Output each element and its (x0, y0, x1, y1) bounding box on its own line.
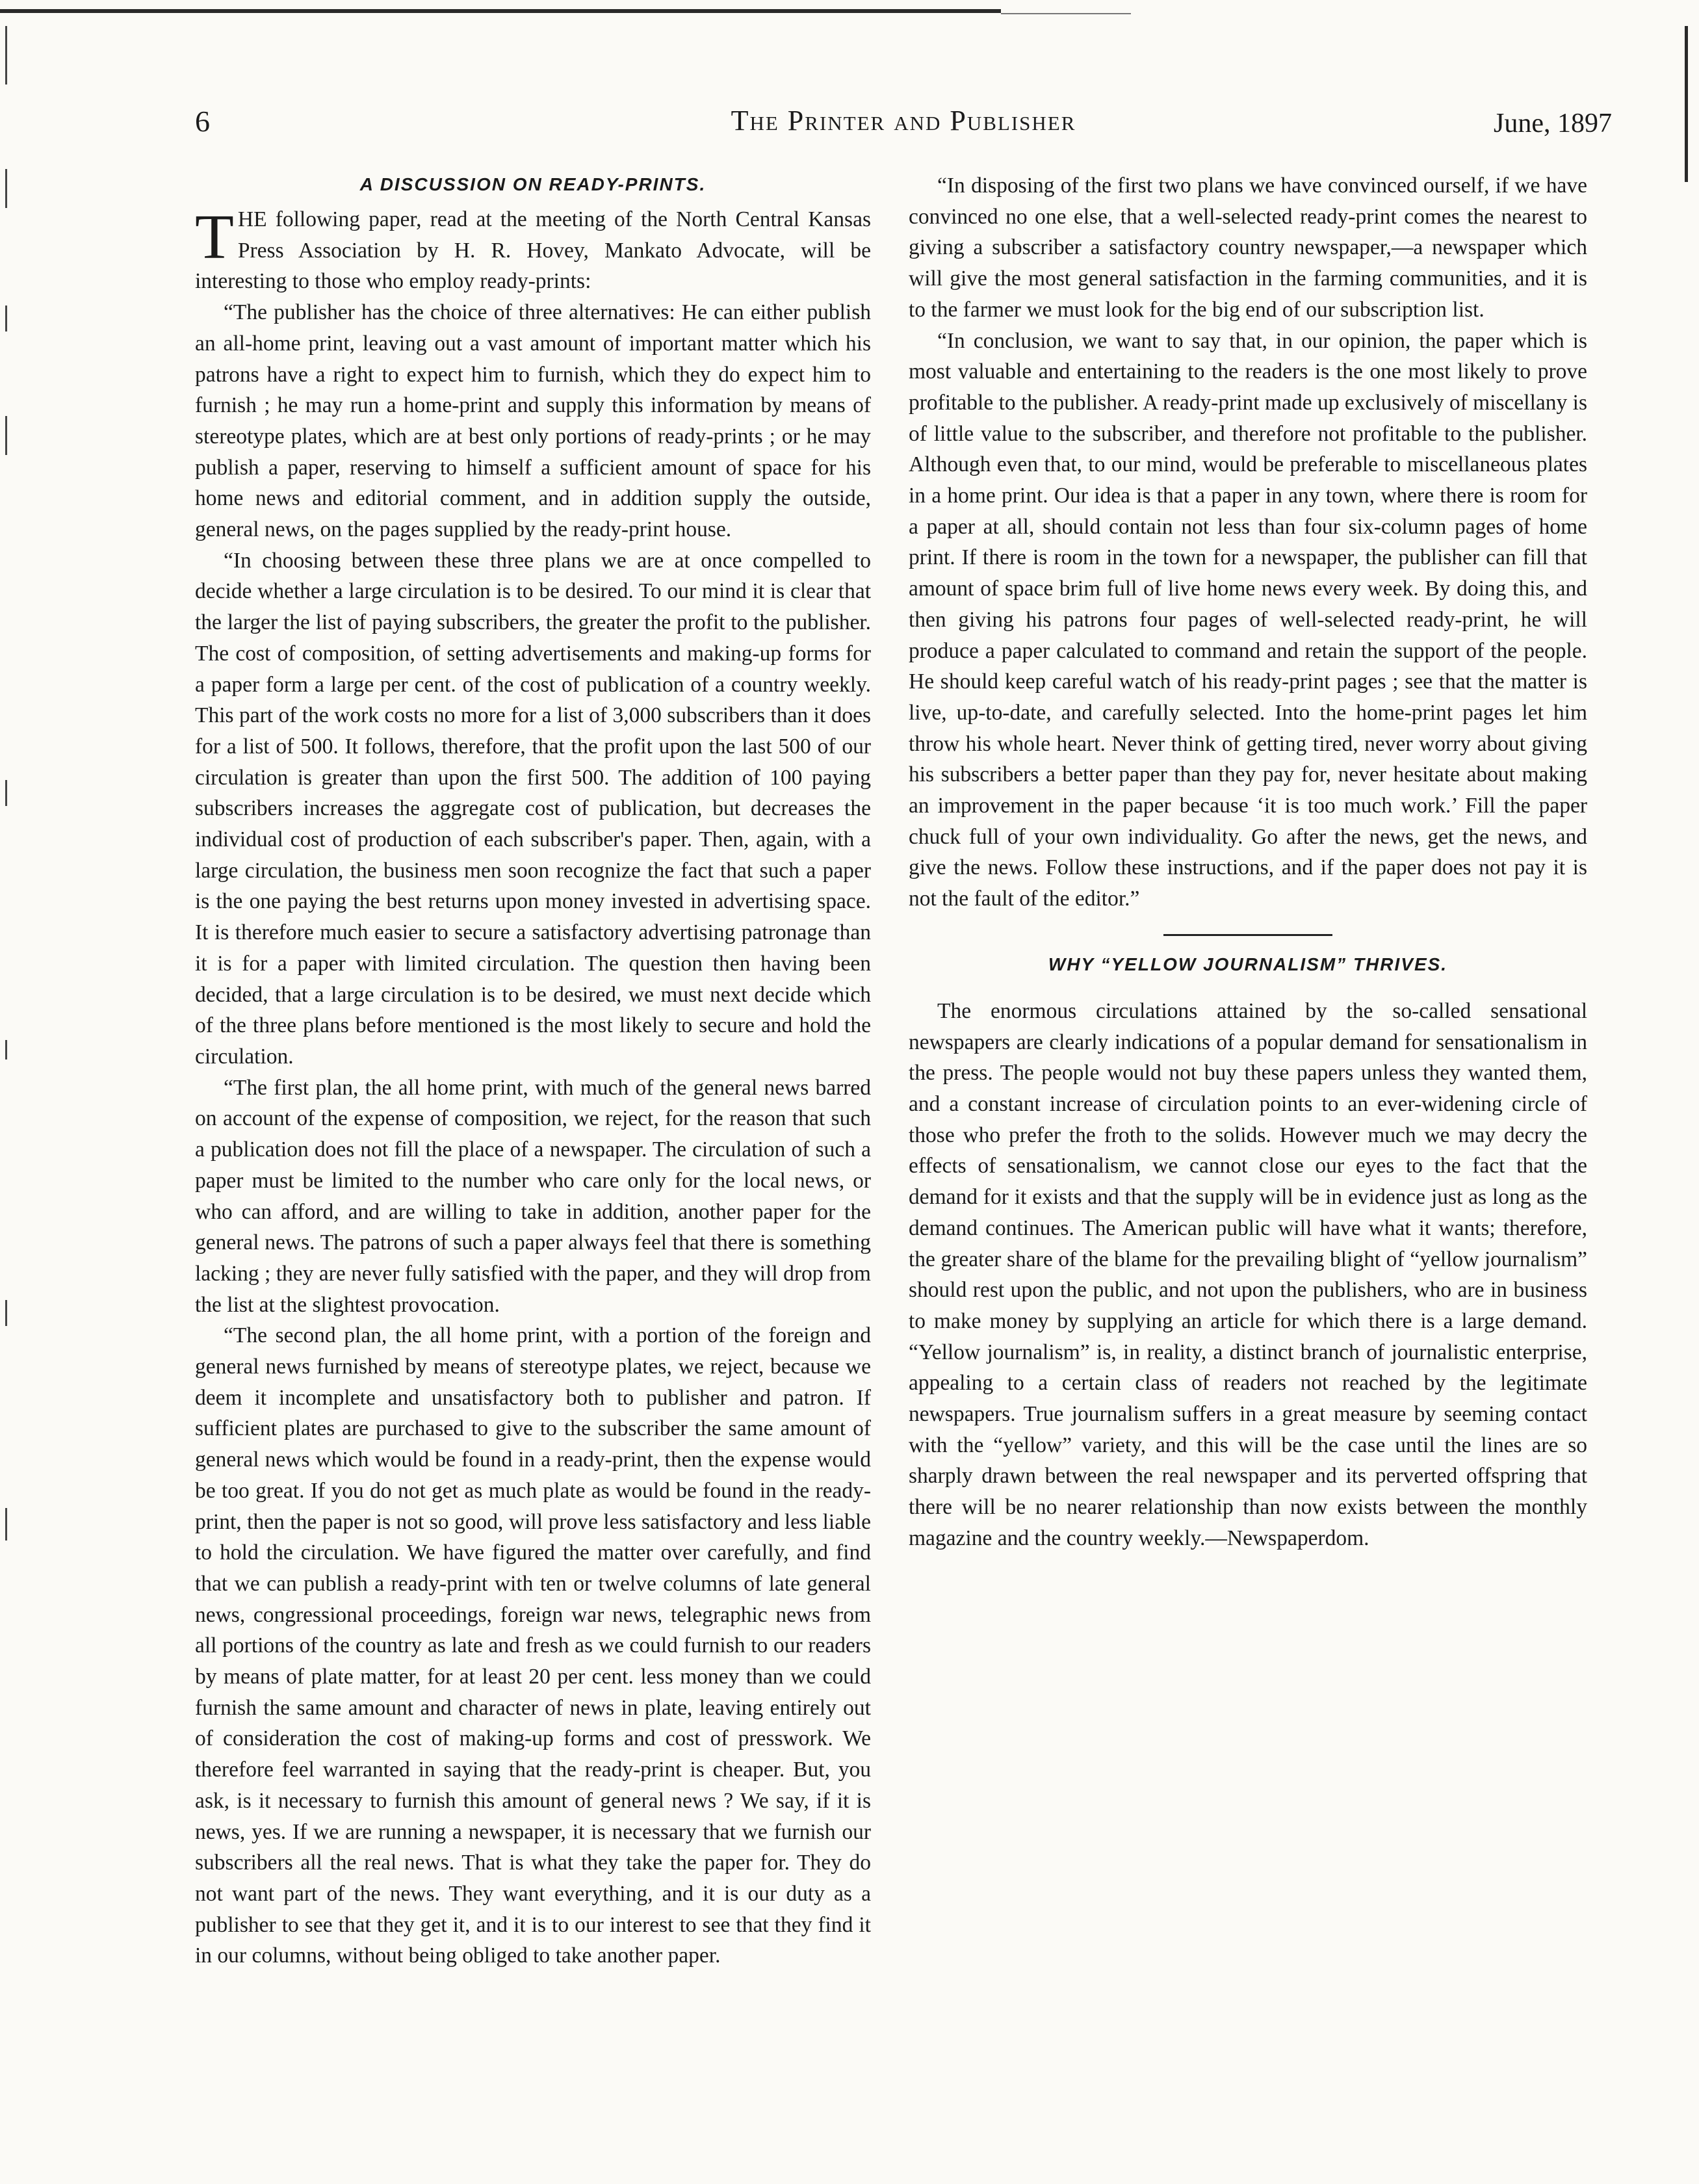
article-paragraph: “In conclusion, we want to say that, in our opinion, the paper which is most valuable and entertaining to the readers is the one most likely to prove profitable to the publisher. A ready-print made up exclusively of miscellany is of little value to the subscriber, and therefore not profitable to the publisher. Although even that, to our mind, would be preferable to miscellaneous plates in a home print. Our idea is that a paper in any town, where there is room for a paper at all, should contain not less than four six-column pages of home print. If there is room in the town for a newspaper, the publisher can fill that amount of space brim full of live home news every week. By doing this, and then giving his patrons four pages of well-selected ready-print, he will produce a paper calculated to command and retain the support of the people. He should keep careful watch of his ready-print pages ; see that the matter is live, up-to-date, and carefully selected. Into the home-print pages let him throw his whole heart. Never think of getting tired, never worry about giving his subscribers a better paper than they pay for, never hesitate about making an improvement in the paper because ‘it is too much work.’ Fill the paper chuck full of your own individuality. Go after the news, get the news, and give the news. Follow these instructions, and if the paper does not pay it is not the fault of the editor.” (909, 328, 1587, 911)
article-title: WHY “YELLOW JOURNALISM” THRIVES. (1048, 954, 1448, 974)
article-paragraph: “In choosing between these three plans we are at once compelled to decide whether a large circulation is to be desired. To our mind it is clear that the larger the list of paying subscribers, the greater the profit to the publisher. The cost of composition, of setting advertisements and making-up forms for a paper form a large per cent. of the cost of publication of a country weekly. This part of the work costs no more for a list of 3,000 subscribers than it does for a list of 500. It follows, therefore, that the profit upon the last 500 of our circulation is greater than upon the first 500. The addition of 100 paying subscribers increases the aggregate cost of publication, but decreases the individual cost of production of each subscriber's paper. Then, again, with a large circulation, the business men soon recognize the fact that such a paper is the one paying the best returns upon money invested in advertising space. It is therefore much easier to secure a satisfactory advertising patronage than it is for a paper with limited circulation. The question then having been decided, that a large circulation is to be desired, we must next decide which of the three plans before mentioned is the most likely to secure and hold the circulation. (195, 548, 871, 1069)
article-paragraph: “The first plan, the all home print, with much of the general news barred on account of the expense of composition, we reject, for the reason that such a publication does not fill the place of a newspaper. The circulation of such a paper must be limited to the number who care only for the local news, or who can afford, and are willing to take in addition, another paper for the general news. The patrons of such a paper always feel that there is something lacking ; they are never fully satisfied with the paper, and they will drop from the list at the slightest provocation. (195, 1075, 871, 1317)
issue-date: June, 1897 (1494, 109, 1612, 138)
paragraph-text: HE following paper, read at the meeting of the North Central Kansas Press Association by H. R. Hovey, Mankato Advocate, will be interesting to those who employ ready-prints: (195, 207, 871, 294)
article-paragraph: “In disposing of the first two plans we have convinced ourself, if we have convinced no one else, that a well-selected ready-print comes the nearest to giving a subscriber a satisfactory country newspaper,—a newspaper which will give the most general satisfaction in the farming communities, and it is to the farmer we must look for the big end of our subscription list. (909, 174, 1587, 322)
article-paragraph: “The second plan, the all home print, with a portion of the foreign and general news furnished by means of stereotype plates, we reject, because we deem it incomplete and unsatisfactory both to publisher and patron. If sufficient plates are purchased to give to the subscriber the same amount of general news which would be found in a ready-print, then the expense would be too great. If you do not get as much plate as would be found in the ready-print, then the paper is not so good, will prove less satisfactory and less liable to hold the circulation. We have figured the matter over carefully, and find that we can publish a ready-print with ten or twelve columns of late general news, congressional proceedings, foreign war news, telegraphic news from all portions of the country as late and fresh as we could furnish to our readers by means of plate matter, for at least 20 per cent. less money than we could furnish the same amount and character of news in plate, leaving entirely out of consideration the cost of making-up forms and cost of presswork. We therefore feel warranted in saying that the ready-print is cheaper. But, you ask, is it necessary to furnish this amount of general news ? We say, if it is news, yes. If we are running a newspaper, it is necessary that we furnish our subscribers all the real news. That is what they take the paper for. They do not want part of the news. They want everything, and it is our duty as a publisher to see that they get it, and it is to our interest to see that they find it in our columns, without being obliged to take another paper. (195, 1323, 871, 1968)
top-border-rule-thin (1001, 13, 1131, 14)
journal-title: The Printer and Publisher (731, 105, 1076, 136)
article-paragraph: “The publisher has the choice of three alternatives: He can either publish an all-home print, leaving out a vast amount of important matter which his patrons have a right to expect him to furnish, which they do expect him to furnish ; he may run a home-print and supply this information by means of stereotype plates, which are at best only portions of ready-prints ; or he may publish a paper, reserving to himself a sufficient amount of space for his home news and editorial comment, and in addition supply the outside, general news, on the pages supplied by the ready-print house. (195, 300, 871, 542)
drop-cap: T (195, 202, 234, 272)
page-header (195, 104, 1612, 156)
article-paragraph (195, 204, 871, 297)
right-edge-mark (1685, 26, 1688, 182)
page-number: 6 (195, 105, 210, 138)
article-title: A DISCUSSION ON READY-PRINTS. (359, 174, 707, 194)
section-divider (1163, 934, 1332, 936)
column-left (195, 170, 871, 1971)
article-paragraph: The enormous circulations attained by the so-called sensational newspapers are clearly indications of a popular demand for sensationalism in the press. The people would not buy these papers unless they wanted them, and a constant increase of circulation points to an ever-widening circle of those who prefer the froth to the solids. However much we may decry the effects of sensationalism, we cannot close our eyes to the fact that the demand for it exists and that the supply will be in evidence just as long as the demand continues. The American public will have what it wants; therefore, the greater share of the blame for the prevailing blight of “yellow journalism” should rest upon the public, and not upon the publishers, who are in business to make money by supplying an article for which there is a large demand. “Yellow journalism” is, in reality, a distinct branch of journalistic enterprise, appealing to a certain class of readers not reached by the legitimate newspapers. True journalism suffers in a great measure by seeming contact with the “yellow” variety, and this will be the case until the lines are so sharply drawn between the real newspaper and its perverted offspring that there will be no nearer relationship than now exists between the monthly magazine and the country weekly.—Newspaperdom. (909, 998, 1587, 1550)
left-margin-marks (5, 0, 9, 2184)
column-right (909, 170, 1587, 1554)
top-border-rule (0, 9, 1001, 13)
